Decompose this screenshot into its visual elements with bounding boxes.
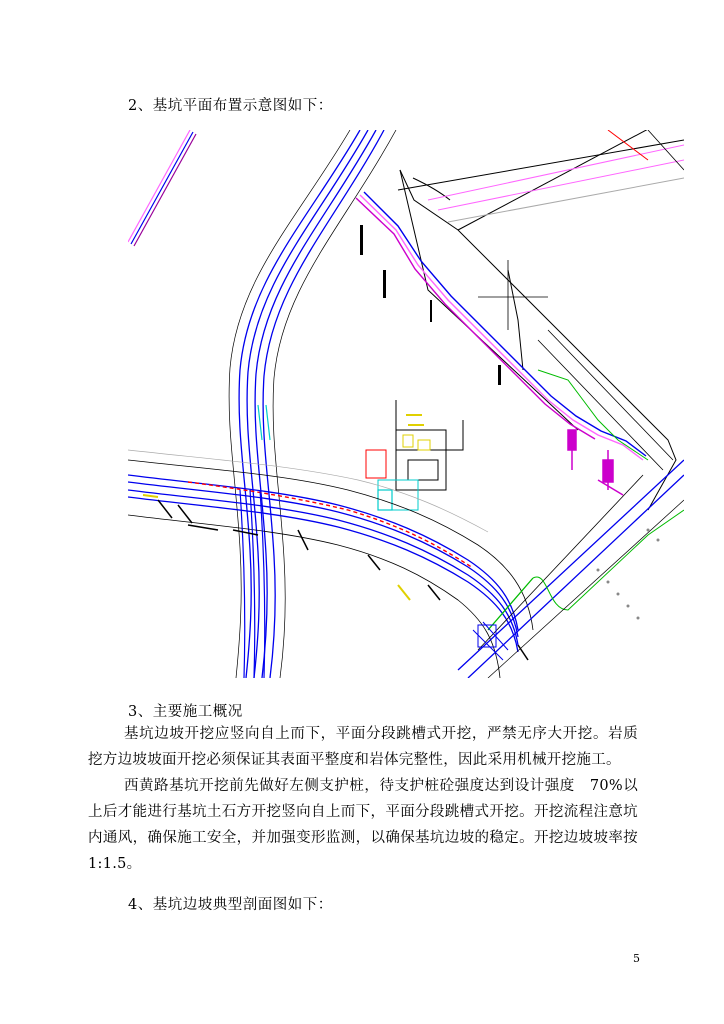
paragraph-slope-excavation: 基坑边坡开挖应竖向自上而下，平面分段跳槽式开挖，严禁无序大开挖。岩质挖方边坡坡面开挖必须保证其表面平整度和岩体完整性，因此采用机械开挖施工。	[88, 726, 638, 768]
plan-heading: 2、基坑平面布置示意图如下：	[128, 98, 333, 114]
page-number: 5	[633, 952, 640, 965]
section-heading: 4、基坑边坡典型剖面图如下：	[128, 897, 333, 913]
overview-heading: 3、主要施工概况	[128, 704, 243, 720]
paragraph-xihuang-road: 西黄路基坑开挖前先做好左侧支护桩，待支护桩砼强度达到设计强度 70%以上后才能进行基坑土石方开挖竖向自上而下，平面分段跳槽式开挖。开挖流程注意坑内通风，确保施工安全，并加强变形监测，以确保基坑边坡的稳定。开挖边坡坡率按1:1.5。	[88, 778, 638, 872]
excavation-site-plan-drawing	[128, 130, 684, 678]
